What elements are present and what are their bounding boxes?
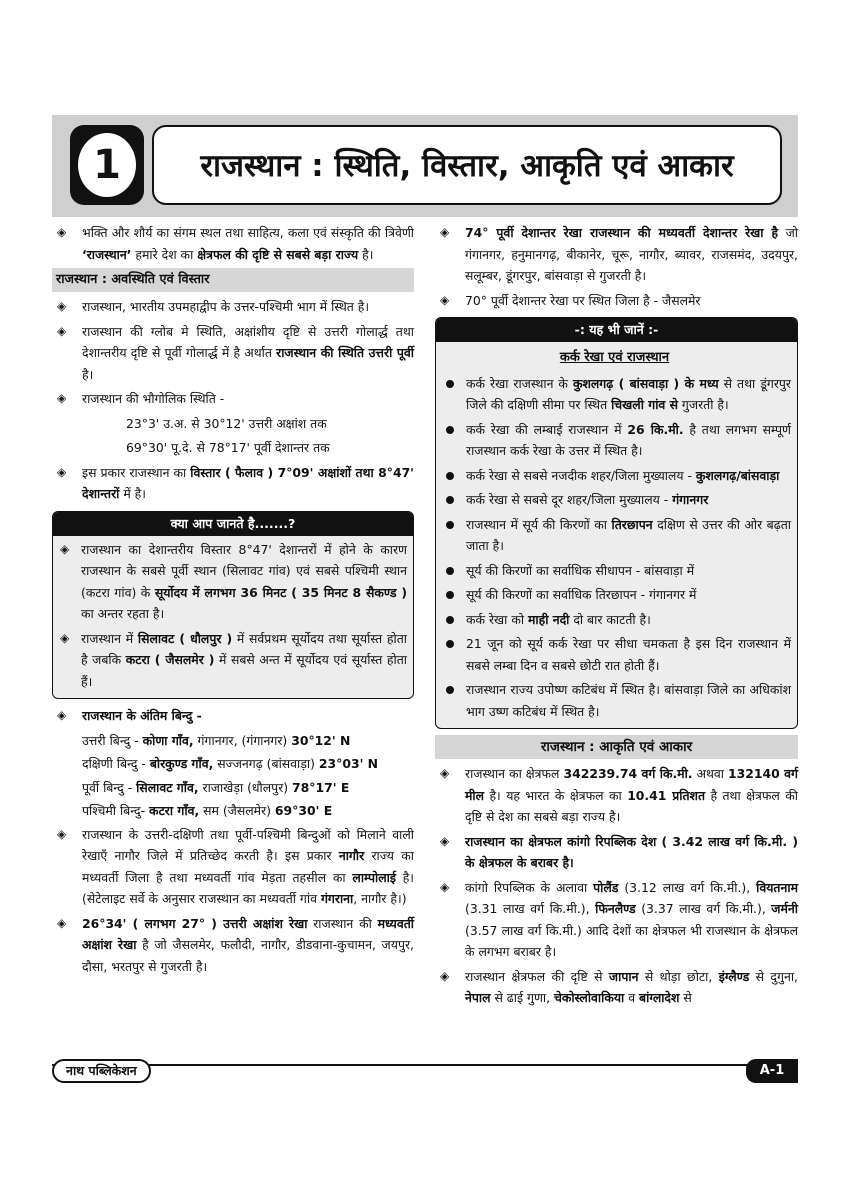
text: में सर्वप्रथम सूर्योदय तथा सूर्यास्त होता है जबकि bbox=[81, 630, 407, 667]
text-bold: चेकोस्लोवाकिया bbox=[554, 990, 625, 1005]
text: (3.37 लाख वर्ग कि.मी.), bbox=[635, 901, 772, 916]
text: इस प्रकार राजस्थान का bbox=[82, 464, 191, 480]
footer-rule bbox=[52, 1064, 798, 1066]
text-bold: 342239.74 वर्ग कि.मी. bbox=[563, 766, 693, 781]
tropic-item bbox=[438, 609, 791, 631]
east-point bbox=[52, 777, 414, 799]
text-bold: गंगराना bbox=[320, 891, 354, 906]
text-bold: 23°03' N bbox=[318, 756, 379, 771]
text-bold: कटरा ( जैसलमेर ) bbox=[125, 652, 215, 667]
dot-bullet-icon bbox=[446, 591, 454, 599]
page-number: A-1 bbox=[746, 1059, 798, 1083]
bullet-congo bbox=[435, 831, 798, 874]
bullet-comparable-countries bbox=[435, 877, 798, 963]
diamond-bullet-icon: ◈ bbox=[57, 225, 67, 239]
text: से थोड़ा छोटा, bbox=[638, 968, 719, 984]
bullet-central-latitude bbox=[52, 913, 414, 978]
diamond-bullet-icon: ◈ bbox=[440, 292, 450, 307]
diamond-bullet-icon: ◈ bbox=[440, 766, 450, 780]
text: , नागौर है।) bbox=[353, 891, 407, 906]
text-bold: राजस्थान की स्थिति उत्तरी पूर्वी bbox=[276, 345, 414, 360]
north-point bbox=[52, 730, 414, 752]
text: कांगो रिपब्लिक के अलावा bbox=[465, 879, 594, 895]
text-bold: चिखली गांव से bbox=[611, 397, 678, 412]
text: भक्ति और शौर्य का संगम स्थल तथा साहित्य, कला एवं संस्कृति की त्रिवेणी bbox=[82, 225, 414, 240]
bullet-central-district bbox=[52, 824, 414, 910]
text-bold: नेपाल bbox=[465, 990, 491, 1005]
tropic-of-cancer-heading: कर्क रेखा एवं राजस्थान bbox=[559, 350, 670, 365]
text: राजस्थान, भारतीय उपमहाद्वीप के उत्तर-पश्चिमी भाग में स्थित है। bbox=[82, 299, 370, 314]
diamond-bullet-icon: ◈ bbox=[440, 968, 450, 983]
text-bold: राजस्थान का क्षेत्रफल कांगो रिपब्लिक देश ( 3.42 लाख वर्ग कि.मी. ) के क्षेत्रफल के बराबर है। bbox=[465, 833, 798, 870]
text: है। यह भारत के क्षेत्रफल का bbox=[484, 787, 628, 803]
tropic-item bbox=[438, 373, 791, 416]
text: राजस्थान की ग्लोब मे स्थिति, अक्षांशीय दृष्टि से उत्तरी गोलार्द्ध तथा देशान्तरीय दृष्टि से पूर्वी गोलार्द्ध में है अर्थात bbox=[82, 323, 414, 360]
diamond-bullet-icon: ◈ bbox=[57, 323, 67, 338]
text-bold: 78°17' E bbox=[292, 779, 350, 795]
text: गुजरती है। bbox=[677, 397, 729, 412]
bullet-area bbox=[435, 763, 798, 828]
text-bold: बांग्लादेश bbox=[639, 990, 680, 1005]
text-bold: फिनलैण्ड bbox=[595, 901, 636, 916]
text-bold: नागौर bbox=[338, 848, 365, 863]
diamond-bullet-icon: ◈ bbox=[57, 826, 67, 841]
text-bold: कटरा गाँव, bbox=[149, 803, 200, 818]
text: है तथा लगभग सम्पूर्ण राजस्थान कर्क रेखा के उत्तर में स्थित है। bbox=[466, 421, 791, 458]
did-you-know-box bbox=[52, 511, 414, 700]
diamond-bullet-icon: ◈ bbox=[57, 464, 67, 479]
text: दक्षिणी बिन्दु - bbox=[82, 756, 150, 771]
did-you-know-title: क्या आप जानते है.......? bbox=[53, 512, 413, 536]
text: उत्तरी बिन्दु - bbox=[82, 732, 143, 748]
bullet-geographic-position bbox=[52, 388, 414, 410]
text: (3.57 लाख वर्ग कि.मी.) आदि देशों का क्षेत्रफल भी राजस्थान के क्षेत्रफल के लगभग बराबर है। bbox=[465, 922, 798, 959]
text: कर्क रेखा को bbox=[466, 611, 528, 627]
text-bold: कुशलगढ़ ( बांसवाड़ा ) के मध्य bbox=[572, 375, 719, 391]
text: दो बार काटती है। bbox=[569, 611, 651, 627]
right-column bbox=[435, 222, 798, 1012]
text: राजाखेड़ा (धौलपुर) bbox=[198, 779, 293, 795]
text-bold: क्षेत्रफल की दृष्टि से सबसे बड़ा राज्य bbox=[197, 246, 359, 262]
text-bold: बोरकुण्ड गाँव, bbox=[149, 756, 214, 771]
text-bold: सिलावट गाँव, bbox=[136, 779, 199, 795]
text: में है। bbox=[119, 486, 146, 501]
tropic-item bbox=[438, 679, 791, 722]
text: जो गंगानगर, हनुमानगढ़, बीकानेर, चूरू, नागौर, ब्यावर, राजसमंद, उदयपुर, सलूम्बर, डूंगरपुर, बांसवाड़ा से गुजरती है। bbox=[465, 225, 799, 283]
text: पूर्वी बिन्दु - bbox=[82, 779, 137, 795]
text: राज्य का मध्यवर्ती जिला है तथा मध्यवर्ती गांव मेड़ता तहसील का bbox=[82, 848, 414, 885]
diamond-bullet-icon: ◈ bbox=[60, 541, 70, 556]
text: गंगानगर, (गंगानगर) bbox=[193, 732, 292, 748]
chapter-number-box bbox=[70, 125, 144, 205]
diamond-bullet-icon: ◈ bbox=[440, 833, 450, 848]
text: राजस्थान की भौगोलिक स्थिति - bbox=[82, 391, 225, 406]
dot-bullet-icon bbox=[446, 686, 454, 694]
text: (3.12 लाख वर्ग कि.मी.), bbox=[618, 879, 757, 895]
bullet-country-comparison bbox=[435, 966, 798, 1009]
text-bold: 69°30' E bbox=[274, 803, 333, 818]
tropic-item bbox=[438, 560, 791, 582]
text: से bbox=[679, 990, 692, 1005]
text: दक्षिण से उत्तर की ओर बढ़ता जाता है। bbox=[466, 516, 791, 553]
tropic-item bbox=[438, 489, 791, 511]
west-point bbox=[52, 800, 414, 822]
section-heading-location: राजस्थान : अवस्थिति एवं विस्तार bbox=[52, 268, 414, 292]
dot-bullet-icon bbox=[446, 496, 454, 504]
dot-bullet-icon bbox=[446, 426, 454, 434]
text-bold: जापान bbox=[608, 968, 639, 984]
text-bold: माही नदी bbox=[528, 611, 570, 627]
text-bold: पोलैंड bbox=[593, 879, 619, 895]
text-bold: इंग्लैण्ड bbox=[718, 968, 750, 984]
dot-bullet-icon bbox=[446, 640, 454, 648]
text-bold: सिलावट ( धौलपुर ) bbox=[137, 630, 233, 646]
south-point bbox=[52, 753, 414, 775]
tropic-item bbox=[438, 633, 791, 676]
text: हमारे देश का bbox=[131, 246, 198, 262]
text: का अन्तर रहता है। bbox=[81, 606, 165, 621]
text: राजस्थान के उत्तरी-दक्षिणी तथा पूर्वी-पश्चिमी बिन्दुओं को मिलाने वाली रेखाएँ नागौर जिले में प्रतिच्छेद करती है। इस प्रकार bbox=[82, 826, 414, 863]
left-column bbox=[52, 222, 414, 980]
text-bold: 132140 वर्ग मील bbox=[465, 766, 798, 803]
text: सज्जनगढ़ (बांसवाड़ा) bbox=[213, 756, 319, 771]
text: से ढाई गुणा, bbox=[490, 990, 555, 1005]
text-bold: तिरछापन bbox=[611, 516, 653, 532]
text: 70° पूर्वी देशान्तर रेखा पर स्थित जिला है - जैसलमेर bbox=[465, 292, 701, 308]
text: से तथा डूंगरपुर जिले की दक्षिणी सीमा पर स्थित bbox=[466, 375, 791, 412]
dot-bullet-icon bbox=[446, 616, 454, 624]
text: कर्क रेखा की लम्बाई राजस्थान में bbox=[466, 421, 628, 437]
text: कर्क रेखा से सबसे नजदीक शहर/जिला मुख्यालय - bbox=[466, 467, 696, 483]
text-bold: जर्मनी bbox=[771, 901, 798, 916]
tropic-item bbox=[438, 514, 791, 557]
publisher-label: नाथ पब्लिकेशन bbox=[52, 1059, 151, 1083]
bullet-70-longitude bbox=[435, 290, 798, 312]
box-item-sunrise-difference bbox=[55, 539, 407, 625]
tropic-item bbox=[438, 465, 791, 487]
bullet-extent bbox=[52, 462, 414, 505]
text-bold: सूर्योदय में लगभग 36 मिनट ( 35 मिनट 8 सैकण्ड ) bbox=[154, 584, 407, 600]
section-heading-shape: राजस्थान : आकृति एवं आकार bbox=[435, 735, 798, 759]
text: सूर्य की किरणों का सर्वाधिक सीधापन - बांसवाड़ा में bbox=[466, 562, 695, 578]
longitude-range: 69°30' पू.दे. से 78°17' पूर्वी देशान्तर तक bbox=[126, 440, 330, 455]
text-bold: 26°34' ( लगभग 27° ) उत्तरी अक्षांश रेखा bbox=[82, 915, 308, 931]
tropic-item bbox=[438, 419, 791, 462]
chapter-title: राजस्थान : स्थिति, विस्तार, आकृति एवं आकार bbox=[200, 148, 734, 184]
box-item-first-sunrise bbox=[55, 628, 407, 693]
text: है। (सेटेलाइट सर्वे के अनुसार राजस्थान का मध्यवर्ती गांव bbox=[82, 869, 414, 906]
chapter-title-box bbox=[152, 125, 782, 205]
diamond-bullet-icon: ◈ bbox=[57, 391, 67, 405]
text-bold: लाम्पोलाई bbox=[352, 869, 396, 885]
intro-paragraph bbox=[52, 222, 414, 265]
text: है तथा क्षेत्रफल की दृष्टि से देश का सबसे बड़ा राज्य है। bbox=[465, 787, 798, 824]
chapter-number: 1 bbox=[78, 133, 136, 197]
text: पश्चिमी बिन्दु- bbox=[82, 803, 150, 818]
chapter-banner bbox=[52, 115, 798, 217]
text-bold: गंगानगर bbox=[672, 492, 709, 507]
text: राजस्थान राज्य उपोष्ण कटिबंध में स्थित है। बांसवाड़ा जिले का अधिकांश भाग उष्ण कटिबंध में स्थित है। bbox=[466, 682, 791, 719]
bullet-central-longitude bbox=[435, 222, 798, 287]
text: है जो जैसलमेर, फलौदी, नागौर, डीडवाना-कुचामन, जयपुर, दौसा, भरतपुर से गुजरती है। bbox=[82, 937, 414, 974]
text: राजस्थान क्षेत्रफल की दृष्टि से bbox=[465, 968, 609, 984]
text: कर्क रेखा राजस्थान के bbox=[466, 375, 573, 391]
text: है। bbox=[82, 366, 94, 382]
text: राजस्थान में bbox=[81, 630, 138, 646]
text: राजस्थान का देशान्तरीय विस्तार 8°47' देशान्तरों में होने के कारण राजस्थान के सबसे पूर्वी स्थान (सिलावट गांव) एवं सबसे पश्चिमी स्थान (कटरा गांव) के bbox=[81, 541, 407, 600]
text-bold: वियतनाम bbox=[756, 879, 798, 895]
bullet-extreme-points bbox=[52, 705, 414, 727]
text-bold: ‘राजस्थान’ bbox=[82, 246, 132, 262]
text-bold: 10.41 प्रतिशत bbox=[627, 787, 706, 803]
text-bold: 74° पूर्वी देशान्तर रेखा राजस्थान की मध्यवर्ती देशान्तर रेखा है bbox=[465, 225, 779, 240]
text: राजस्थान का क्षेत्रफल bbox=[465, 766, 564, 781]
dot-bullet-icon bbox=[446, 472, 454, 480]
diamond-bullet-icon: ◈ bbox=[440, 879, 450, 894]
latitude-range: 23°3' उ.अ. से 30°12' उत्तरी अक्षांश तक bbox=[126, 415, 327, 431]
text: अथवा bbox=[692, 766, 729, 781]
dot-bullet-icon bbox=[446, 380, 454, 388]
text: है। bbox=[358, 246, 374, 262]
diamond-bullet-icon: ◈ bbox=[57, 708, 67, 722]
bullet-globe-position bbox=[52, 321, 414, 386]
text-bold: 26 कि.मी. bbox=[627, 421, 684, 437]
dot-bullet-icon bbox=[446, 521, 454, 529]
tropic-item bbox=[438, 584, 791, 606]
also-know-box bbox=[435, 317, 798, 729]
text-bold: कुशलगढ़/बांसवाड़ा bbox=[695, 467, 780, 483]
text-bold: विस्तार ( फैलाव ) 7°09' अक्षांशों तथा 8°47' देशान्तरों bbox=[82, 464, 414, 501]
diamond-bullet-icon: ◈ bbox=[57, 915, 67, 930]
text: से दुगुना, bbox=[749, 968, 798, 984]
text-bold: मध्यवर्ती अक्षांश रेखा bbox=[82, 915, 414, 952]
text: राजस्थान में सूर्य की किरणों का bbox=[466, 516, 612, 532]
text: सम (जैसलमेर) bbox=[199, 803, 275, 818]
text: कर्क रेखा से सबसे दूर शहर/जिला मुख्यालय - bbox=[466, 492, 673, 507]
bullet-subcontinent bbox=[52, 296, 414, 318]
dot-bullet-icon bbox=[446, 567, 454, 575]
also-know-title: -: यह भी जानें :- bbox=[436, 318, 797, 342]
diamond-bullet-icon: ◈ bbox=[440, 225, 450, 239]
text-bold: कोणा गाँव, bbox=[142, 732, 194, 748]
text-bold: राजस्थान के अंतिम बिन्दु - bbox=[82, 708, 202, 723]
text: 21 जून को सूर्य कर्क रेखा पर सीधा चमकता है इस दिन राजस्थान में सबसे लम्बा दिन व सबसे छोटी रात होती हैं। bbox=[466, 636, 791, 673]
diamond-bullet-icon: ◈ bbox=[60, 630, 70, 645]
text: सूर्य की किरणों का सर्वाधिक तिरछापन - गंगानगर में bbox=[466, 587, 697, 602]
text-bold: 30°12' N bbox=[291, 732, 351, 748]
text: में सबसे अन्त में सूर्योदय एवं सूर्यास्त होता हैं। bbox=[81, 652, 407, 689]
diamond-bullet-icon: ◈ bbox=[57, 299, 67, 313]
text: व bbox=[624, 990, 640, 1005]
text: (3.31 लाख वर्ग कि.मी.), bbox=[465, 901, 596, 916]
text: राजस्थान की bbox=[307, 915, 378, 931]
